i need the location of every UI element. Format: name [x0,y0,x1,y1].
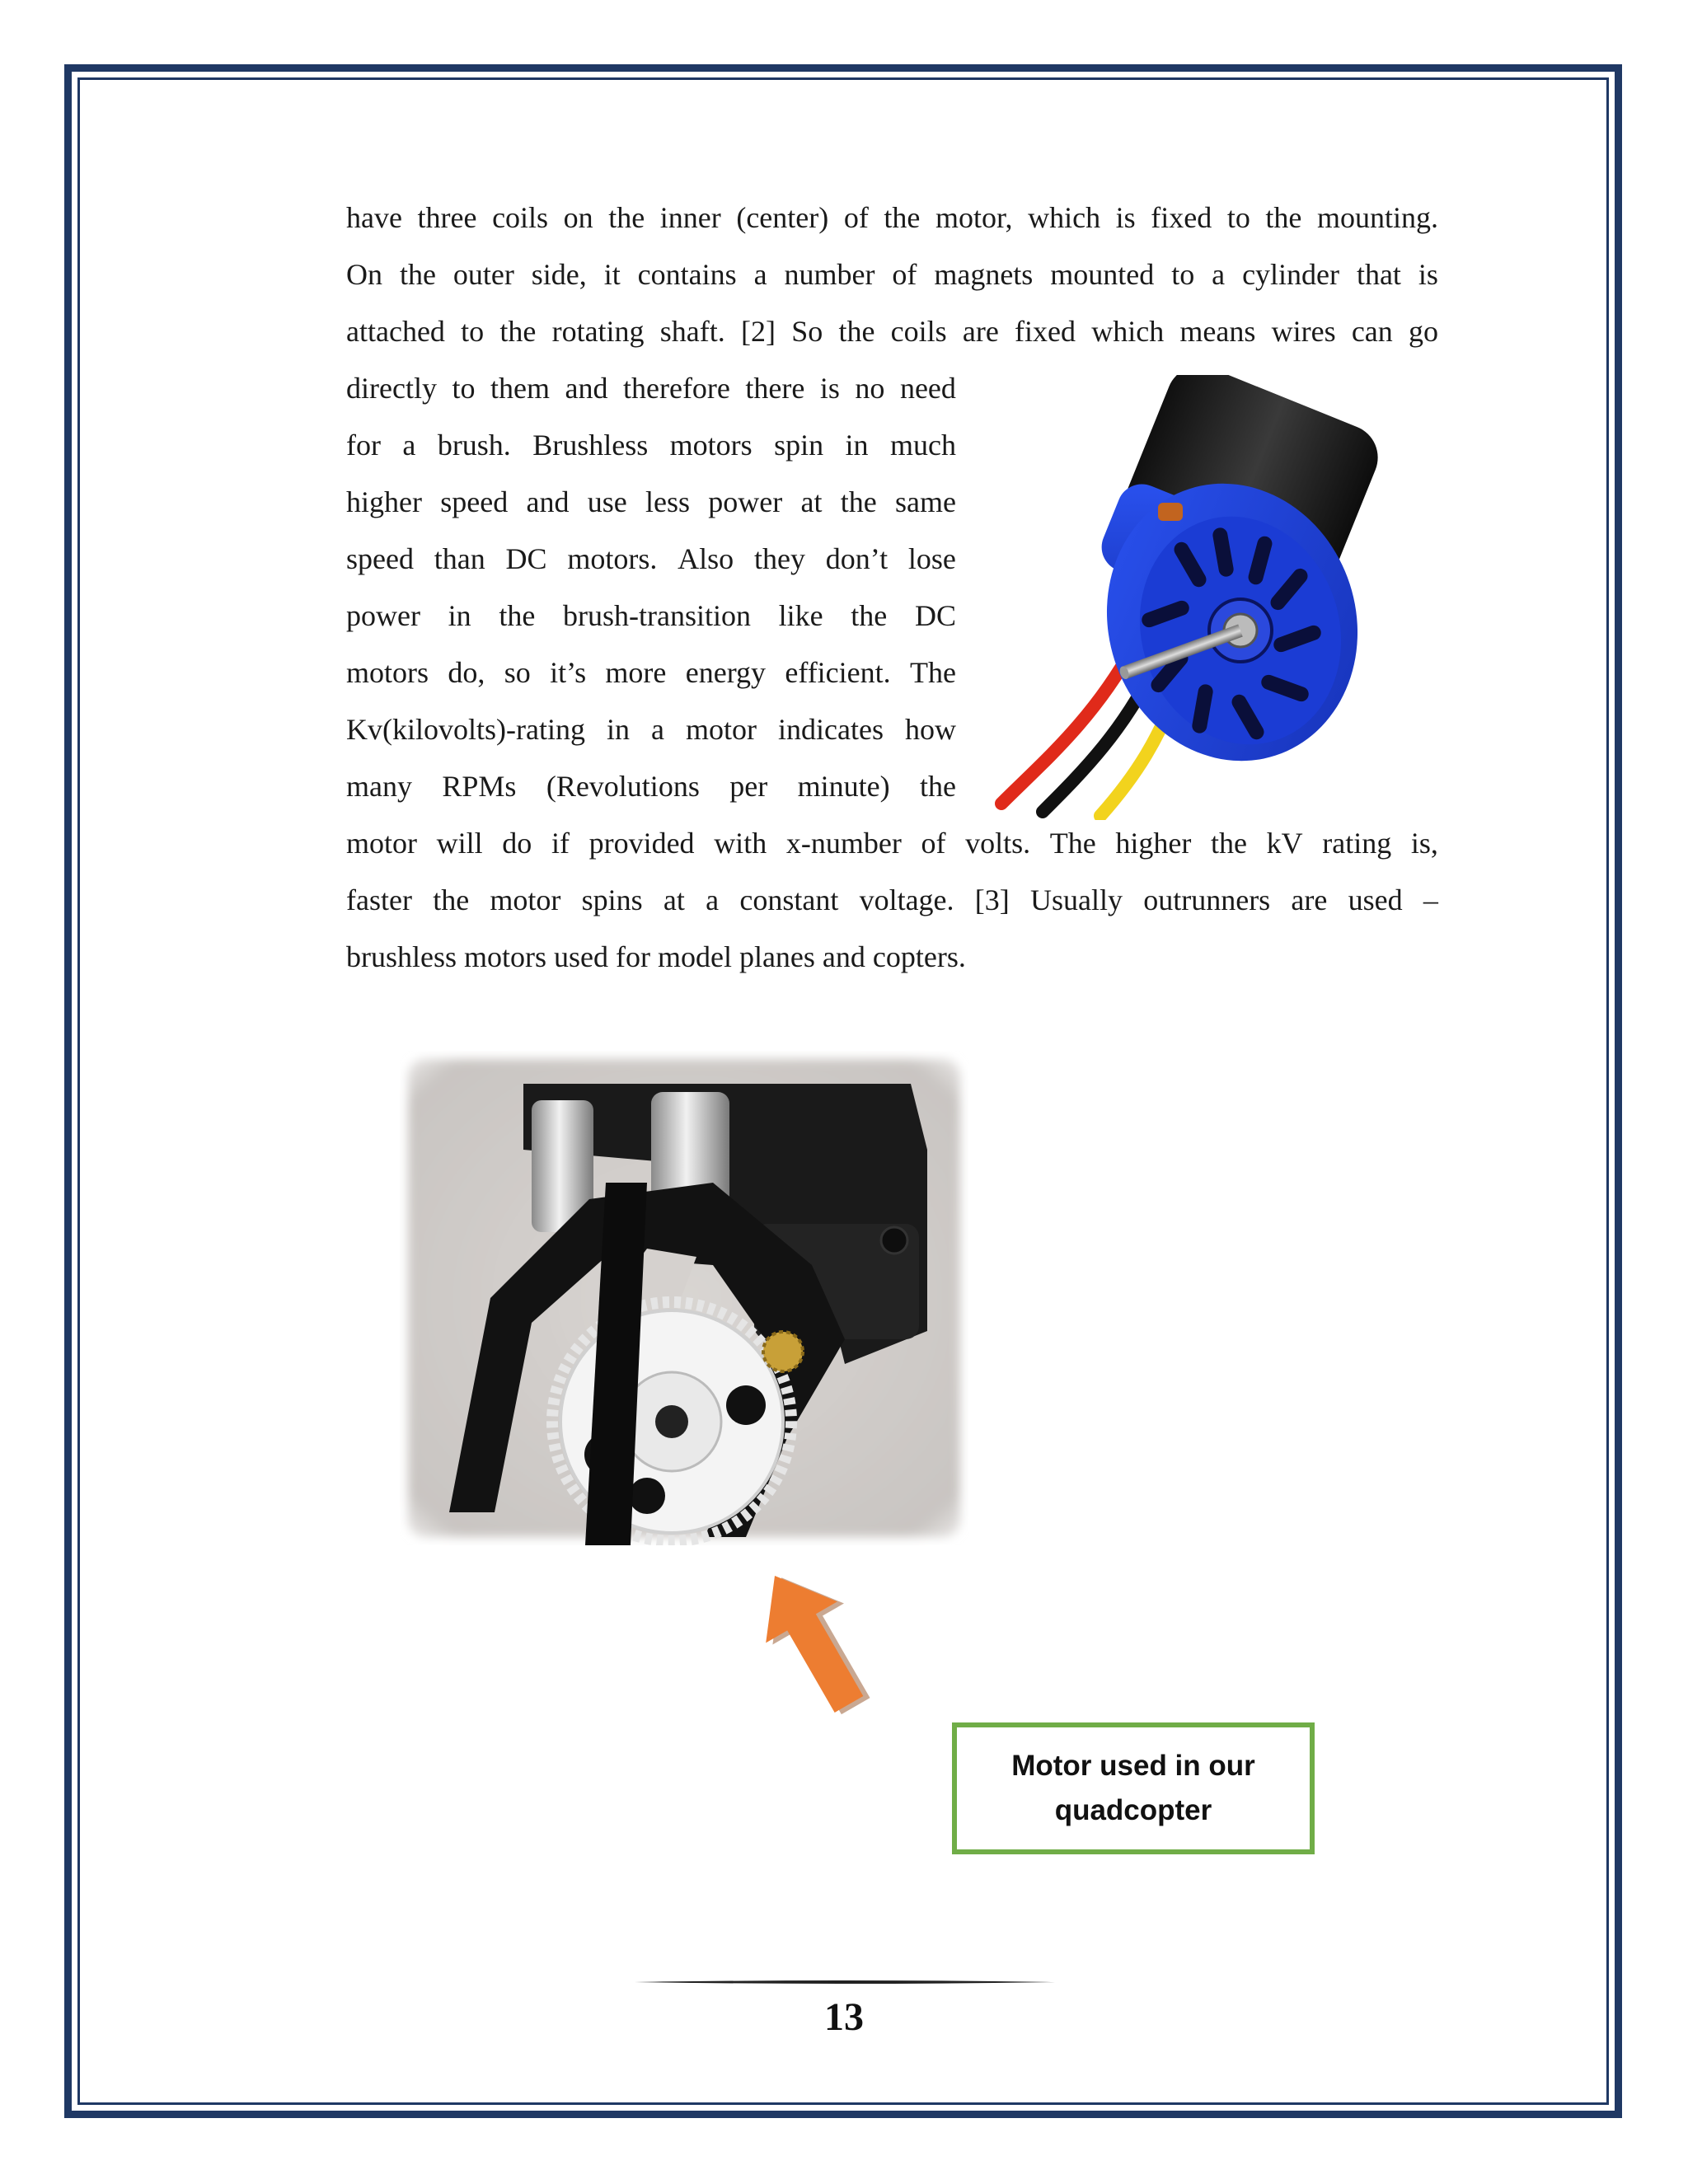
page-number: 13 [824,1995,864,2039]
paragraph-line-11: many RPMs (Revolutions per minute) the [346,770,956,803]
paragraph-line-2: On the outer side, it contains a number of magnets mounted to a cylinder that is [346,258,1438,291]
paragraph-line-6: higher speed and use less power at the same [346,485,956,518]
quadcopter-motor-photo [400,1051,968,1545]
pointer-arrow-icon [746,1562,878,1718]
paragraph-line-5: for a brush. Brushless motors spin in much [346,429,956,462]
paragraph-line-9: motors do, so it’s more energy efficient. The [346,656,956,689]
paragraph-line-8: power in the brush-transition like the DC [346,599,956,632]
paragraph-line-14: brushless motors used for model planes and copters. [346,940,966,973]
brushless-motor-photo [993,375,1422,820]
figure-caption-box [952,1722,1315,1854]
paragraph-line-3: attached to the rotating shaft. [2] So the coils are fixed which means wires can go [346,315,1438,348]
footer-divider [635,1980,1055,1985]
paragraph-line-7: speed than DC motors. Also they don’t lose [346,542,956,575]
figure-caption: Motor used in our quadcopter [1011,1750,1255,1826]
paragraph-line-4: directly to them and therefore there is no need [346,372,956,405]
paragraph-line-13: faster the motor spins at a constant voltage. [3] Usually outrunners are used – [346,883,1438,916]
paragraph-line-1: have three coils on the inner (center) of the motor, which is fixed to the mounting. [346,201,1438,234]
paragraph-line-10: Kv(kilovolts)-rating in a motor indicates how [346,713,956,746]
paragraph-line-12: motor will do if provided with x-number of volts. The higher the kV rating is, [346,827,1438,860]
